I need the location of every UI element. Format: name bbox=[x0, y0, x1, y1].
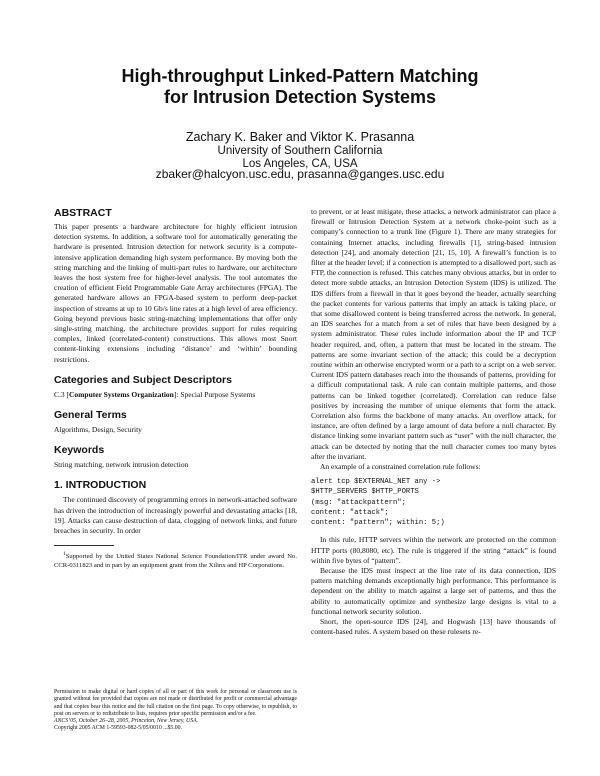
categories-bold: Computer Systems Organization bbox=[69, 389, 174, 399]
title-line-1: High-throughput Linked-Pattern Matching bbox=[121, 66, 479, 86]
categories-text bbox=[54, 390, 297, 400]
code-line: content: "pattern"; within: 5;) bbox=[311, 519, 445, 528]
conference-info: ANCS’05, October 26–28, 2005, Princeton, New Jersey, USA. bbox=[54, 718, 199, 725]
code-line: alert tcp $EXTERNAL_NET any -> bbox=[311, 478, 441, 487]
intro-continued-paragraph: to prevent, or at least mitigate, these attacks, a network administrator can place a firewall or Intrusion Detection System at a network choke-point such as a company’s connection to a trunk line (Figure 1). There are many strategies for containing Internet attacks, including firewalls [1], string-based intrusion detection [24], and anomaly detection [21, 15, 10]. A firewall’s function is to filter at the header level; if a connection is attempted to a disallowed port, such as FTP, the connection is refused. This catches many obvious attacks, but in order to detect more subtle attacks, an Intrusion Detection System (IDS) is utilized. The IDS differs from a firewall in that it goes beyond the header, actually searching the packet contents for various patterns that imply an attack is taking place, or that some disallowed content is being transferred across the network. In general, an IDS searches for a match from a set of rules that have been designed by a system administrator. These rules include information about the IP and TCP header required, and, often, a pattern that must be located in the stream. The patterns are some invariant section of the attack; this could be a decryption routine within an otherwise encrypted worm or a path to a script on a web server. Current IDS pattern databases reach into the thousands of patterns, providing for a difficult computational task. A rule can contain multiple patterns, and those patterns can be linked together (correlated). Correlation can reduce false positives by increasing the number of unique elements that form the attack. Correlation also forms the backbone of many attacks. An overflow attack, for instance, are often defined by a large amount of data before a null character. By distance linking some invariant pattern such as “user” with the null character, the attack can be detected by noting that the null character comes too many bytes after the invariant. bbox=[311, 207, 556, 461]
categories-prefix: C.3 [ bbox=[54, 389, 69, 399]
permission-text: Permission to make digital or hard copies of all or part of this work for personal or classroom use is granted without fee provided that copies are not made or distributed for profit or commercial advantage and that copies bear this notice and the full citation on the first page. To copy otherwise, to republish, to post on servers or to redistribute to lists, requires prior specific permission and/or a fee. bbox=[54, 689, 297, 717]
abstract-text: This paper presents a hardware architecture for highly efficient intrusion detection systems. In addition, a software tool for automatically generating the hardware is presented. Intrusion detection for network security is a compute-intensive application demanding high system performance. By moving both the string matching and the linking of multi-part rules to hardware, our architecture leaves the host system free for higher-level analysis. The tool automates the creation of efficient Field Programmable Gate Array architectures (FPGA). The generated hardware allows an FPGA-based system to perform deep-packet inspection of streams at up to 10 Gb/s line rates at a high level of area efficiency. Going beyond previous basic string-matching implementations that offer only single-string matching, the architecture provides support for rules requiring complex, linked (correlated-content) constructions. This allows most Snort content-linking extensions including ‘distance’ and ‘within’ bounding restrictions. bbox=[54, 222, 297, 364]
abstract-heading: ABSTRACT bbox=[54, 207, 112, 219]
keywords-heading: Keywords bbox=[54, 444, 105, 457]
example-intro-paragraph: An example of a constrained correlation rule follows: bbox=[320, 462, 481, 472]
paper-title bbox=[0, 66, 600, 108]
performance-paragraph: Because the IDS must inspect at the line rate of its data connection, IDS pattern matching demands exceptionally high performance. This performance is dependent on the ability to match against a large set of patterns, and thus the ability to automatically optimize and synthesize large designs is vital to a functional network security solution. bbox=[311, 565, 556, 616]
code-line: content: "attack"; bbox=[311, 508, 389, 517]
footnote-text bbox=[54, 550, 297, 570]
right-column bbox=[311, 207, 556, 637]
snort-paragraph: Snort, the open-source IDS [24], and Hogwash [13] have thousands of content-based rules. A system based on these rulesets re- bbox=[311, 616, 556, 637]
code-line: $HTTP_SERVERS $HTTP_PORTS bbox=[311, 488, 419, 497]
introduction-paragraph: The continued discovery of programming errors in network-attached software has driven the introduction of increasingly powerful and devastating attacks [18, 19]. Attacks can cause destruction of data, clogging of network links, and future breaches in security. In order bbox=[54, 495, 297, 536]
general-terms-text: Algorithms, Design, Security bbox=[54, 425, 142, 435]
code-line: (msg: "attackpattern"; bbox=[311, 498, 406, 507]
author-affiliation: University of Southern California bbox=[217, 145, 383, 157]
categories-suffix: ]: Special Purpose Systems bbox=[173, 389, 256, 399]
author-emails: zbaker@halcyon.usc.edu, prasanna@ganges.usc.edu bbox=[155, 167, 445, 181]
author-names: Zachary K. Baker and Viktor K. Prasanna bbox=[185, 130, 415, 144]
general-terms-heading: General Terms bbox=[54, 409, 127, 422]
footnote-body: Supported by the United States National Science Foundation/ITR under award No. CCR-0311823 and in part by an equipment grant from the Xilinx and HP Corporations. bbox=[54, 553, 297, 570]
keywords-text: String matching, network intrusion detection bbox=[54, 460, 189, 470]
author-block bbox=[0, 130, 600, 171]
snort-rule-code bbox=[311, 477, 556, 528]
footnote-rule bbox=[54, 545, 114, 546]
author-location: Los Angeles, CA, USA bbox=[242, 158, 358, 170]
left-column bbox=[54, 207, 297, 571]
rule-explanation-paragraph: In this rule, HTTP servers within the network are protected on the common HTTP ports (80,8080, etc). The rule is triggered if the string “attack” is found within five bytes of “pattern”. bbox=[311, 535, 556, 565]
introduction-heading: 1. INTRODUCTION bbox=[54, 479, 147, 492]
title-line-2: for Intrusion Detection Systems bbox=[163, 87, 437, 107]
copyright-text: Copyright 2005 ACM 1-59593-082-5/05/0010 ...$5.00. bbox=[54, 725, 183, 732]
categories-heading: Categories and Subject Descriptors bbox=[54, 373, 232, 386]
permission-block bbox=[54, 689, 297, 733]
footnote-marker: 1 bbox=[63, 551, 66, 558]
